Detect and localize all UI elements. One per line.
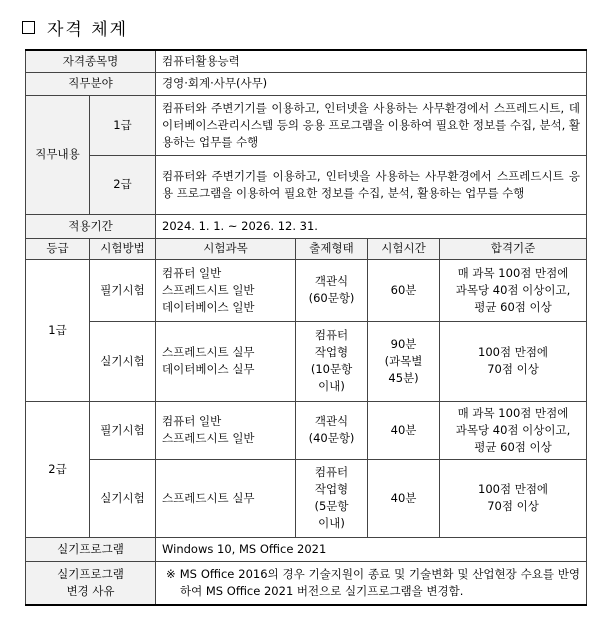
grade2-written-time: 40분	[368, 401, 440, 459]
duty-grade2-row	[26, 155, 587, 214]
grade1-practical-time	[368, 321, 440, 401]
section-header	[22, 14, 128, 40]
grade1-written-method: 필기시험	[90, 259, 156, 321]
grade2-practical-method: 실기시험	[90, 459, 156, 537]
subject-line: 스프레드시트 일반	[162, 431, 255, 445]
criteria-line: 100점 만점에	[478, 345, 549, 359]
subject-line: 컴퓨터 일반	[162, 414, 222, 428]
criteria-line: 과목당 40점 이상이고,	[455, 282, 571, 297]
format-line: (60문항)	[308, 291, 355, 305]
period-row	[26, 214, 587, 238]
time-line: 90분	[390, 336, 417, 351]
grade1-practical-format	[296, 321, 368, 401]
grade1-written-criteria	[440, 259, 587, 321]
criteria-line: 매 과목 100점 만점에	[457, 265, 569, 280]
subject-line: 스프레드시트 일반	[162, 282, 255, 297]
grade2-written-row	[26, 401, 587, 459]
cert-name-row	[26, 50, 587, 72]
cert-name-label: 자격종목명	[26, 50, 156, 72]
period-label: 적용기간	[26, 214, 156, 238]
change-label-line: 변경 사유	[66, 583, 115, 598]
format-line: 컴퓨터	[314, 328, 349, 342]
subject-line: 컴퓨터 일반	[162, 265, 222, 280]
criteria-line: 평균 60점 이상	[474, 299, 552, 314]
field-label: 직무분야	[26, 72, 156, 95]
grade2-practical-time: 40분	[368, 459, 440, 537]
criteria-line: 70점 이상	[487, 362, 539, 376]
change-label	[26, 561, 156, 605]
time-line: (과목별	[384, 353, 423, 368]
header-method: 시험방법	[90, 238, 156, 259]
exam-header-row	[26, 238, 587, 259]
section-title: 자격 체계	[47, 19, 129, 40]
subject-line: 데이터베이스 실무	[162, 362, 255, 376]
grade2-practical-row	[26, 459, 587, 537]
format-line: 객관식	[314, 414, 349, 428]
program-label: 실기프로그램	[26, 537, 156, 561]
field-row	[26, 72, 587, 95]
grade1-practical-method: 실기시험	[90, 321, 156, 401]
header-subjects: 시험과목	[156, 238, 296, 259]
grade1-practical-criteria	[440, 321, 587, 401]
grade1-practical-row	[26, 321, 587, 401]
header-criteria: 합격기준	[440, 238, 587, 259]
grade2-practical-subjects	[156, 459, 296, 537]
header-grade: 등급	[26, 238, 90, 259]
format-line: (10문항	[310, 362, 353, 376]
subject-line: 스프레드시트 실무	[162, 490, 255, 505]
format-line: (5문항	[314, 499, 349, 513]
grade2-written-criteria	[440, 401, 587, 459]
grade1-label: 1급	[26, 259, 90, 401]
format-line: 이내)	[318, 379, 345, 393]
duty-grade1-row	[26, 95, 587, 155]
header-time: 시험시간	[368, 238, 440, 259]
grade2-practical-criteria	[440, 459, 587, 537]
criteria-line: 과목당 40점 이상이고,	[455, 422, 571, 437]
grade2-practical-format	[296, 459, 368, 537]
grade1-practical-subjects	[156, 321, 296, 401]
time-line: 45분)	[388, 370, 419, 385]
header-format: 출제형태	[296, 238, 368, 259]
duty-grade1-value: 컴퓨터와 주변기기를 이용하고, 인터넷을 사용하는 사무환경에서 스프레드시트, 데이터베이스관리시스템 등의 응용 프로그램을 이용하여 필요한 정보를 수집, 분석, 활용하는 업무를 수행	[156, 95, 587, 155]
program-value: Windows 10, MS Office 2021	[156, 537, 587, 561]
grade1-written-format	[296, 259, 368, 321]
cert-name-value: 컴퓨터활용능력	[156, 50, 587, 72]
grade2-written-subjects	[156, 401, 296, 459]
duty-grade2-value: 컴퓨터와 주변기기를 이용하고, 인터넷을 사용하는 사무환경에서 스프레드시트 응용 프로그램을 이용하여 필요한 정보를 수집, 분석, 활용하는 업무를 수행	[156, 155, 587, 214]
program-row	[26, 537, 587, 561]
certification-table	[25, 49, 587, 606]
change-label-line: 실기프로그램	[57, 566, 124, 581]
format-line: 작업형	[314, 345, 349, 359]
change-row	[26, 561, 587, 605]
field-value: 경영·회계·사무(사무)	[156, 72, 587, 95]
period-value: 2024. 1. 1. ~ 2026. 12. 31.	[156, 214, 587, 238]
duty-grade2-label: 2급	[90, 155, 156, 214]
grade1-written-row	[26, 259, 587, 321]
grade2-written-format	[296, 401, 368, 459]
criteria-line: 100점 만점에	[478, 482, 549, 496]
format-line: 작업형	[314, 482, 349, 496]
change-value: ※ MS Office 2016의 경우 기술지원이 종료 및 기술변화 및 산업현장 수요를 반영하여 MS Office 2021 버전으로 실기프로그램을 변경함.	[156, 561, 587, 605]
criteria-line: 평균 60점 이상	[474, 439, 552, 454]
duty-grade1-label: 1급	[90, 95, 156, 155]
grade1-written-time: 60분	[368, 259, 440, 321]
format-line: 객관식	[314, 274, 349, 288]
subject-line: 스프레드시트 실무	[162, 345, 255, 359]
checkbox-icon	[22, 21, 35, 34]
criteria-line: 70점 이상	[487, 499, 539, 513]
format-line: 이내)	[318, 516, 345, 530]
duty-label: 직무내용	[26, 95, 90, 214]
criteria-line: 매 과목 100점 만점에	[457, 405, 569, 420]
grade1-written-subjects	[156, 259, 296, 321]
subject-line: 데이터베이스 일반	[162, 299, 255, 314]
grade2-written-method: 필기시험	[90, 401, 156, 459]
format-line: 컴퓨터	[314, 465, 349, 479]
grade2-label: 2급	[26, 401, 90, 537]
format-line: (40문항)	[308, 431, 355, 445]
